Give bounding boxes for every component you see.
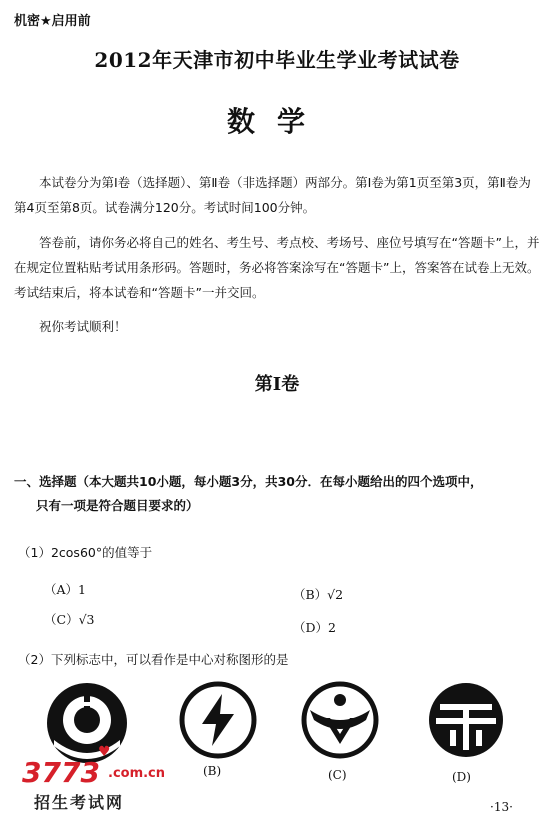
instructions-paragraph-1: 本试卷分为第Ⅰ卷（选择题）、第Ⅱ卷（非选择题）两部分。第Ⅰ卷为第1页至第3页，第Ⅱ卷为第4页至第8页。试卷满分120分。考试时间100分钟。 [14, 175, 531, 215]
secret-label: 机密★启用前 [14, 14, 91, 29]
logo-b-label: (B) [203, 764, 222, 778]
logo-b-lightning-icon [178, 680, 258, 760]
logo-d-icon [426, 680, 506, 760]
volume-title: 第Ⅰ卷 [254, 374, 300, 395]
section-heading [14, 470, 542, 518]
logo-c-icon [300, 680, 380, 760]
q1-option-c: （C）√3 [44, 612, 95, 627]
section-heading-line-1: 一、选择题（本大题共10小题，每小题3分，共30分．在每小题给出的四个选项中， [14, 474, 483, 489]
q1-option-a: （A）1 [44, 582, 86, 597]
watermark-domain: .com.cn [108, 766, 166, 781]
logo-d-label: (D) [452, 770, 471, 784]
page-number: ·13· [490, 800, 513, 814]
watermark-subtitle: 招生考试网 [34, 793, 125, 812]
good-luck-text: 祝你考试顺利！ [39, 319, 127, 334]
watermark-number: 3773 [22, 756, 100, 789]
question-1-stem: （1）2cos60°的值等于 [18, 545, 153, 560]
subject-title: 数学 [226, 105, 327, 138]
logo-a-icon [44, 680, 130, 766]
question-2-stem: （2）下列标志中，可以看作是中心对称图形的是 [18, 652, 289, 667]
instructions-paragraph-2: 答卷前，请你务必将自己的姓名、考生号、考点校、考场号、座位号填写在“答题卡”上，并在规定位置粘贴考试用条形码。答题时，务必将答案涂写在“答题卡”上，答案答在试卷上无效。考试结束后，将本试卷和“答题卡”一并交回。 [14, 235, 540, 300]
section-heading-line-2: 只有一项是符合题目要求的） [36, 498, 199, 513]
watermark-heart-icon: ♥ [98, 744, 111, 760]
exam-title: 2012年天津市初中毕业生学业考试试卷 [94, 48, 460, 72]
q1-option-d: （D）2 [293, 620, 336, 635]
q1-option-b: （B）√2 [293, 587, 344, 602]
logo-c-label: (C) [328, 768, 347, 782]
